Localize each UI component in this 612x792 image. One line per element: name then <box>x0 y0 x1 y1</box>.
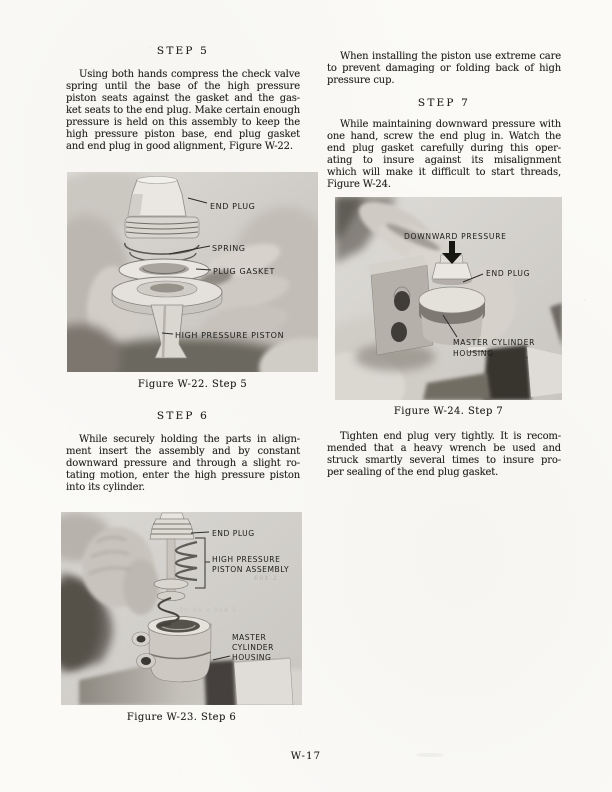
housing-label-2: CYLINDER <box>232 643 274 652</box>
text-line: pressure cup. <box>327 75 395 86</box>
svg-text:69X-2: 69X-2 <box>254 574 278 582</box>
end-plug-label: END PLUG <box>486 269 531 278</box>
intro-paragraph <box>327 51 561 87</box>
end-plug-label: END PLUG <box>210 202 256 211</box>
text-line: end plug gasket carefully during this oper- <box>327 143 561 154</box>
housing-label-1: MASTER CYLINDER <box>453 338 536 347</box>
text-line: While maintaining downward pressure with <box>340 119 561 130</box>
housing-label-1: MASTER <box>232 633 267 642</box>
text-line: per sealing of the end plug gasket. <box>327 467 499 478</box>
piston-assembly-label-2: PISTON ASSEMBLY <box>212 565 290 574</box>
text-line: piston seats against the gasket and the gas- <box>66 93 300 104</box>
text-line: mended that a heavy wrench be used and <box>327 443 561 454</box>
text-line: Using both hands compress the check valve <box>79 69 300 80</box>
figure-w23-caption: Figure W-23. Step 6 <box>126 712 237 723</box>
svg-text:30 4a x 30A 5: 30 4a x 30A 5 <box>179 606 238 614</box>
end-plug-label: END PLUG <box>212 529 255 538</box>
text-line: struck smartly several times to insure pro- <box>327 455 561 466</box>
text-line: into its cylinder. <box>66 482 145 493</box>
step6-paragraph <box>66 434 300 494</box>
spring-label: SPRING <box>212 244 246 253</box>
master-cylinder-boss <box>419 287 485 345</box>
page-number: W-17 <box>290 751 322 762</box>
piston-assembly-label-1: HIGH PRESSURE <box>212 555 281 564</box>
text-line: to prevent damaging or folding back of high <box>327 63 561 74</box>
text-line: and end plug in good alignment, Figure W-22. <box>66 141 293 152</box>
text-line: Tighten end plug very tightly. It is recom- <box>340 431 561 442</box>
step5-paragraph <box>66 69 300 153</box>
housing-label-2: HOUSING <box>453 349 494 358</box>
text-line: high pressure piston base, end plug gasket <box>66 129 300 140</box>
text-line: downward pressure and through a slight ro- <box>66 458 300 469</box>
text-line: spring until the base of the high pressure <box>66 81 300 92</box>
step7-heading: STEP 7 <box>417 97 471 109</box>
high-pressure-piston-label: HIGH PRESSURE PISTON <box>175 331 285 340</box>
step5-heading: STEP 5 <box>156 45 210 57</box>
downward-pressure-label: DOWNWARD PRESSURE <box>404 232 507 241</box>
text-line: While securely holding the parts in align- <box>79 434 300 445</box>
text-line: pressure is held on this assembly to keep the <box>66 117 300 128</box>
step6-heading: STEP 6 <box>156 410 210 422</box>
step7-paragraph <box>327 119 561 191</box>
tighten-paragraph <box>327 431 561 479</box>
text-line: ment insert the assembly and by constant <box>66 446 300 457</box>
text-line: ating to insure against its misalignment <box>327 155 561 166</box>
figure-w24-photo <box>335 197 562 400</box>
figure-w22-photo <box>67 172 318 372</box>
figure-w24-caption: Figure W-24. Step 7 <box>393 406 504 417</box>
text-line: When installing the piston use extreme care <box>340 51 561 62</box>
figure-w22-caption: Figure W-22. Step 5 <box>137 379 248 390</box>
text-line: Figure W-24. <box>327 179 391 190</box>
text-line: ket seats to the end plug. Make certain enough <box>66 105 300 116</box>
text-line: which will make it difficult to start threads, <box>327 167 561 178</box>
text-line: one hand, screw the end plug in. Watch the <box>327 131 561 142</box>
figure-w23-photo <box>61 512 302 705</box>
housing-label-3: HOUSING <box>232 653 272 662</box>
text-line: tating motion, enter the high pressure piston <box>66 470 300 481</box>
plug-gasket-label: PLUG GASKET <box>213 267 276 276</box>
